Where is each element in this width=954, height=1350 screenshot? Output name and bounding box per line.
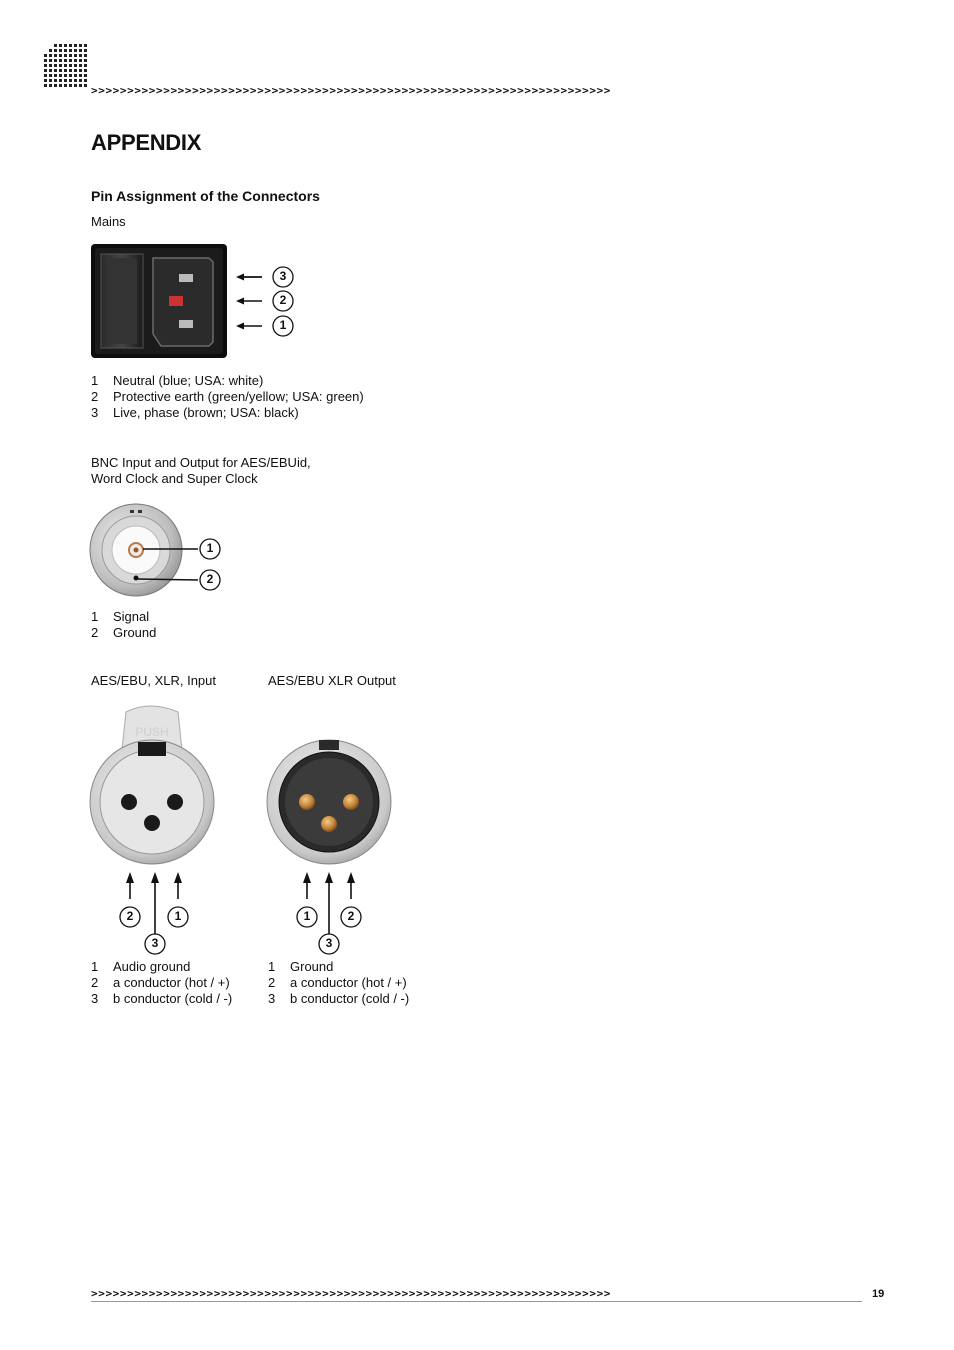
logo-dot	[54, 79, 57, 82]
mains-pin-list	[91, 373, 364, 421]
logo-dot	[64, 84, 67, 87]
logo-dot	[69, 79, 72, 82]
header-chevron-rule: >>>>>>>>>>>>>>>>>>>>>>>>>>>>>>>>>>>>>>>>>>>>>>>>>>>>>>>>>>>>>>>>>>>>>>>>	[91, 84, 612, 97]
dot-grid-logo	[44, 44, 90, 88]
logo-dot	[54, 44, 57, 47]
logo-dot	[84, 64, 87, 67]
xlr-output-callout-1: 1	[303, 909, 311, 923]
page-number: 19	[872, 1288, 885, 1300]
logo-dot	[74, 74, 77, 77]
logo-dot	[44, 54, 47, 57]
page-title: APPENDIX	[91, 130, 202, 155]
logo-dot	[54, 74, 57, 77]
logo-dot	[59, 59, 62, 62]
xlr-output-label: AES/EBU XLR Output	[268, 673, 396, 688]
logo-dot	[74, 64, 77, 67]
logo-dot	[64, 44, 67, 47]
logo-dot	[74, 54, 77, 57]
xlr-input-callout-2: 2	[126, 909, 134, 923]
logo-dot	[59, 79, 62, 82]
logo-dot	[64, 64, 67, 67]
logo-dot	[79, 79, 82, 82]
logo-dot	[49, 64, 52, 67]
logo-dot	[49, 49, 52, 52]
logo-dot	[49, 84, 52, 87]
svg-text:PUSH: PUSH	[135, 725, 169, 739]
footer-chevron-rule: >>>>>>>>>>>>>>>>>>>>>>>>>>>>>>>>>>>>>>>>>>>>>>>>>>>>>>>>>>>>>>>>>>>>>>>>	[91, 1287, 612, 1300]
list-item: 3 b conductor (cold / -)	[91, 991, 233, 1006]
logo-dot	[69, 49, 72, 52]
list-item: 2 a conductor (hot / +)	[268, 975, 407, 990]
logo-dot	[59, 74, 62, 77]
logo-dot	[84, 44, 87, 47]
logo-dot	[49, 59, 52, 62]
logo-dot	[69, 64, 72, 67]
bnc-callout-2: 2	[206, 572, 214, 586]
mains-callout-3: 3	[279, 269, 287, 283]
logo-dot	[49, 69, 52, 72]
logo-dot	[74, 49, 77, 52]
xlr-output-connector-image	[265, 736, 397, 964]
xlr-input-callout-1: 1	[174, 909, 182, 923]
logo-dot	[84, 59, 87, 62]
logo-dot	[64, 79, 67, 82]
xlr-input-callout-3: 3	[151, 936, 159, 950]
xlr-output-callout-2: 2	[347, 909, 355, 923]
logo-dot	[49, 79, 52, 82]
logo-dot	[64, 54, 67, 57]
logo-dot	[79, 44, 82, 47]
xlr-output-pin-list	[268, 959, 409, 1007]
list-item: 1 Neutral (blue; USA: white)	[91, 373, 264, 388]
logo-dot	[59, 44, 62, 47]
logo-dot	[64, 49, 67, 52]
mains-callout-2: 2	[279, 293, 287, 307]
logo-dot	[64, 69, 67, 72]
logo-dot	[74, 84, 77, 87]
logo-dot	[69, 74, 72, 77]
list-item: 2 Ground	[91, 625, 157, 640]
list-item: 1 Audio ground	[91, 959, 191, 974]
logo-dot	[59, 69, 62, 72]
logo-dot	[84, 79, 87, 82]
list-item: 2 a conductor (hot / +)	[91, 975, 230, 990]
logo-dot	[74, 59, 77, 62]
logo-dot	[69, 44, 72, 47]
logo-dot	[59, 49, 62, 52]
logo-dot	[49, 54, 52, 57]
logo-dot	[84, 74, 87, 77]
logo-dot	[69, 54, 72, 57]
logo-dot	[79, 74, 82, 77]
xlr-input-label: AES/EBU, XLR, Input	[91, 673, 217, 688]
logo-dot	[59, 84, 62, 87]
logo-dot	[79, 54, 82, 57]
logo-dot	[44, 69, 47, 72]
bnc-pin-list	[91, 609, 156, 641]
logo-dot	[44, 79, 47, 82]
logo-dot	[84, 69, 87, 72]
logo-dot	[79, 69, 82, 72]
logo-dot	[54, 54, 57, 57]
logo-dot	[44, 74, 47, 77]
logo-dot	[44, 59, 47, 62]
mains-callout-1: 1	[279, 318, 287, 332]
logo-dot	[79, 49, 82, 52]
logo-dot	[84, 54, 87, 57]
xlr-input-pin-list	[91, 959, 232, 1007]
logo-dot	[59, 64, 62, 67]
logo-dot	[84, 84, 87, 87]
bnc-callout-1: 1	[206, 541, 214, 555]
logo-dot	[59, 54, 62, 57]
list-item: 3 b conductor (cold / -)	[268, 991, 410, 1006]
list-item: 1 Ground	[268, 959, 334, 974]
logo-dot	[84, 49, 87, 52]
list-item: 1 Signal	[91, 609, 150, 624]
logo-dot	[79, 84, 82, 87]
logo-dot	[49, 74, 52, 77]
logo-dot	[64, 74, 67, 77]
section-heading: Pin Assignment of the Connectors	[91, 188, 320, 204]
logo-dot	[69, 69, 72, 72]
list-item: 3 Live, phase (brown; USA: black)	[91, 405, 299, 420]
logo-dot	[54, 59, 57, 62]
logo-dot	[54, 84, 57, 87]
xlr-output-callout-3: 3	[325, 936, 333, 950]
logo-dot	[64, 59, 67, 62]
mains-label: Mains	[91, 214, 126, 229]
logo-dot	[74, 44, 77, 47]
logo-dot	[79, 64, 82, 67]
logo-dot	[54, 69, 57, 72]
logo-dot	[44, 64, 47, 67]
logo-dot	[69, 84, 72, 87]
logo-dot	[54, 64, 57, 67]
logo-dot	[74, 69, 77, 72]
bnc-label: BNC Input and Output for AES/EBUid, Word Clock and Super Clock	[91, 455, 311, 486]
list-item: 2 Protective earth (green/yellow; USA: green)	[91, 389, 364, 404]
logo-dot	[44, 84, 47, 87]
logo-dot	[54, 49, 57, 52]
logo-dot	[69, 59, 72, 62]
footer-divider	[91, 1301, 862, 1302]
logo-dot	[74, 79, 77, 82]
logo-dot	[79, 59, 82, 62]
xlr-input-connector-image	[88, 702, 220, 964]
